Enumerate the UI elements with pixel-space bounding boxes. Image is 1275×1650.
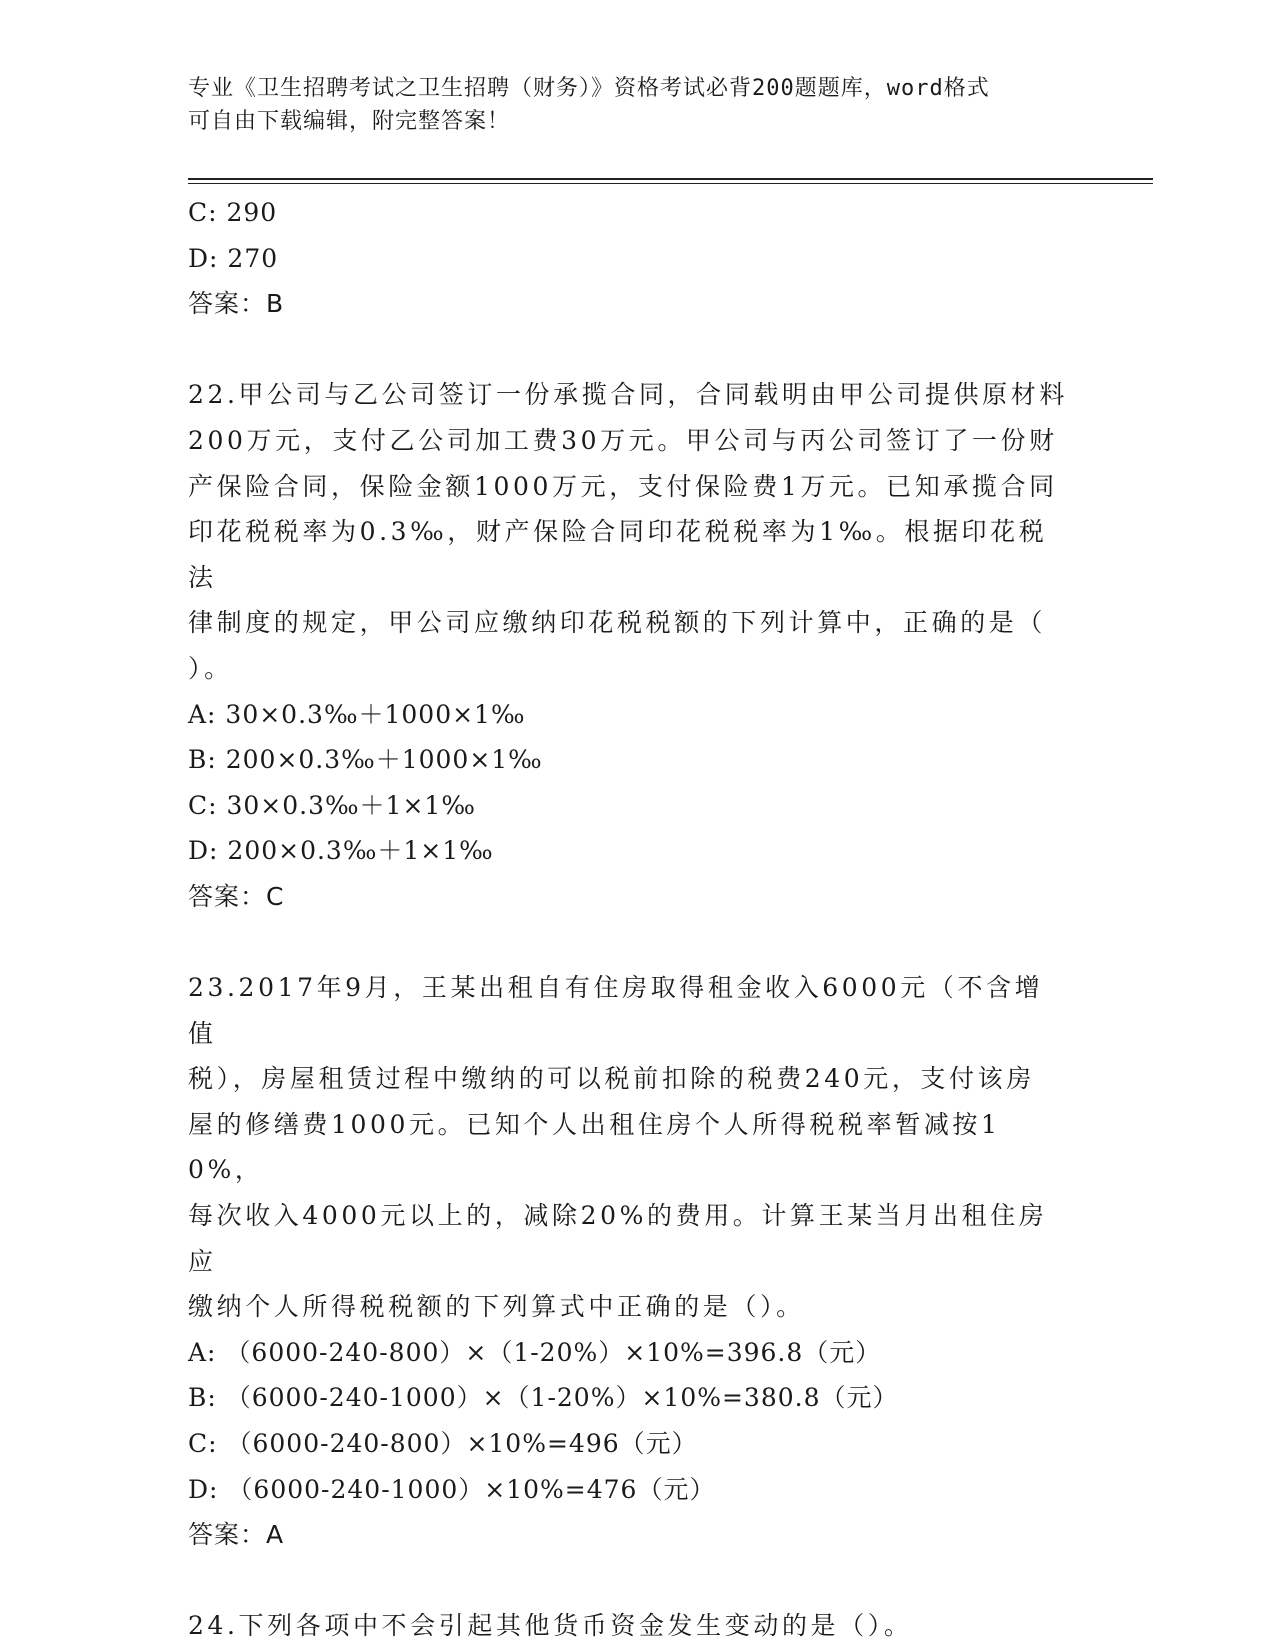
header-divider-thin	[188, 183, 1153, 184]
stem-line: 每次收入4000元以上的，减除20%的费用。计算王某当月出租住房应	[188, 1201, 1048, 1276]
header-title-line-1: 专业《卫生招聘考试之卫生招聘（财务）》资格考试必背200题题库，word格式	[188, 76, 990, 101]
document-body	[188, 190, 1088, 1649]
stem-line: 律制度的规定，甲公司应缴纳印花税税额的下列计算中，正确的是（	[188, 608, 1047, 638]
header-divider-thick	[188, 178, 1153, 180]
stem-line: 24.下列各项中不会引起其他货币资金发生变动的是（）。	[188, 1611, 913, 1641]
answer-line: 答案：C	[188, 881, 285, 911]
stem-line: ）。	[188, 653, 233, 683]
option-c: C: 290	[188, 198, 278, 227]
option-c: C: （6000-240-800）×10%=496（元）	[188, 1429, 698, 1459]
stem-line: 产保险合同，保险金额1000万元，支付保险费1万元。已知承揽合同	[188, 471, 1058, 501]
option-d: D: 200×0.3‰＋1×1‰	[188, 836, 494, 866]
question-24	[188, 1603, 1088, 1649]
answer-line: 答案：A	[188, 1520, 285, 1550]
option-d: D: （6000-240-1000）×10%=476（元）	[188, 1474, 716, 1504]
question-22	[188, 372, 1088, 919]
question-stem	[188, 965, 1068, 1330]
option-c: C: 30×0.3‰＋1×1‰	[188, 790, 476, 820]
option-b: B: 200×0.3‰＋1000×1‰	[188, 745, 543, 775]
stem-line: 23.2017年9月，王某出租自有住房取得租金收入6000元（不含增值	[188, 973, 1044, 1048]
question-23	[188, 965, 1088, 1558]
option-d: D: 270	[188, 243, 279, 273]
stem-line: 税），房屋租赁过程中缴纳的可以税前扣除的税费240元，支付该房	[188, 1064, 1035, 1094]
option-a: A: 30×0.3‰＋1000×1‰	[188, 699, 526, 729]
stem-line: 200万元，支付乙公司加工费30万元。甲公司与丙公司签订了一份财	[188, 425, 1058, 455]
question-stem	[188, 372, 1068, 691]
stem-line: 缴纳个人所得税税额的下列算式中正确的是（）。	[188, 1292, 805, 1322]
stem-line: 22.甲公司与乙公司签订一份承揽合同，合同载明由甲公司提供原材料	[188, 380, 1068, 410]
stem-line: 印花税税率为0.3‰，财产保险合同印花税税率为1‰。根据印花税法	[188, 517, 1048, 592]
previous-question-tail	[188, 190, 1088, 327]
question-stem	[188, 1603, 1068, 1649]
option-a: A: （6000-240-800）×（1-20%）×10%=396.8（元）	[188, 1337, 882, 1367]
answer-line: 答案：B	[188, 289, 285, 319]
page-header	[188, 72, 1088, 138]
header-title-line-2: 可自由下载编辑，附完整答案！	[188, 109, 511, 134]
stem-line: 屋的修缮费1000元。已知个人出租住房个人所得税税率暂减按10%，	[188, 1109, 1001, 1185]
option-b: B: （6000-240-1000）×（1-20%）×10%=380.8（元）	[188, 1383, 899, 1413]
